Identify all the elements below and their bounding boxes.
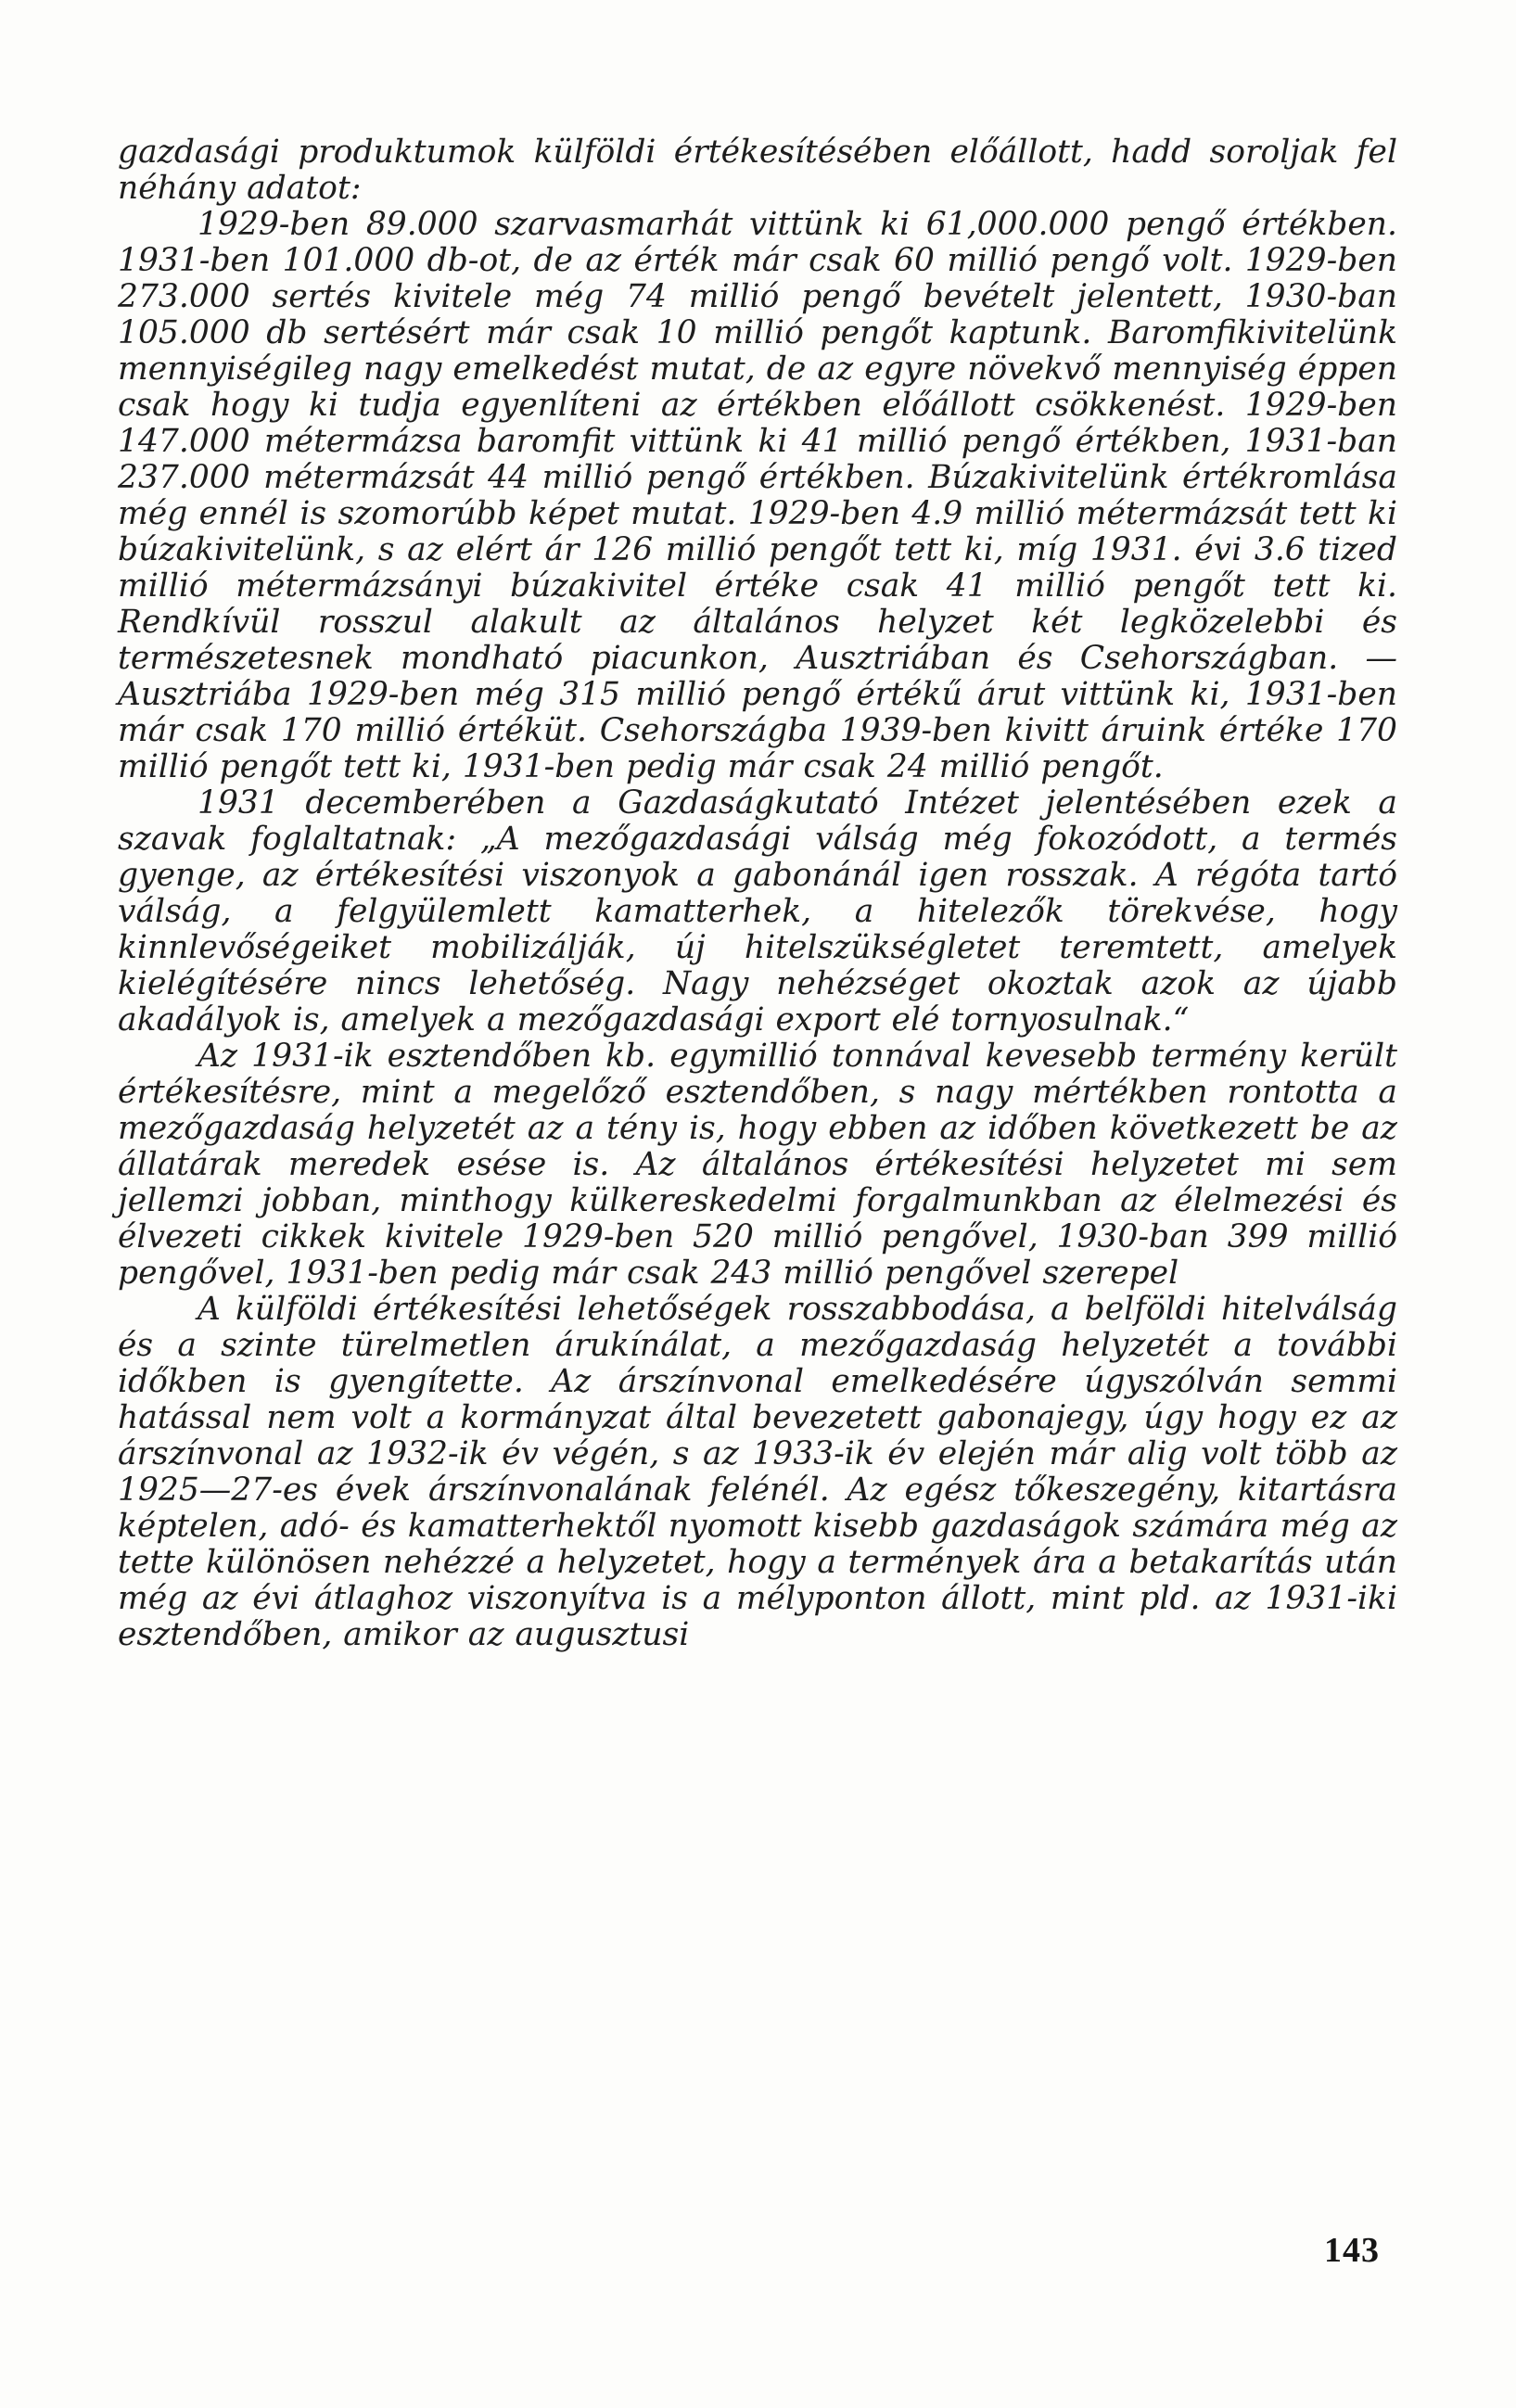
paragraph-export-data: 1929-ben 89.000 szarvasmarhát vittünk ki 61,000.000 pengő értékben. 1931-ben 101.000 db-ot, de az érték már csak 60 millió pengő volt. 1929-ben 273.000 sertés kivitele még 74 millió pengő bevételt jelentett, 1930-ban 105.000 db sertésért már csak 10 millió pengőt kaptunk. Baromfikivitelünk mennyiségileg nagy emelkedést mutat, de az egyre növekvő mennyiség éppen csak hogy ki tudja egyenlíteni az értékben előállott csökkenést. 1929-ben 147.000 métermázsa baromfit vittünk ki 41 millió pengő értékben, 1931-ban 237.000 métermázsát 44 millió pengő értékben. Búzakivitelünk értékromlása még ennél is szomorúbb képet mutat. 1929-ben 4.9 millió métermázsát tett ki búzakivitelünk, s az elért ár 126 millió pengőt tett ki, míg 1931. évi 3.6 tized millió métermázsányi búzakivitel értéke csak 41 millió pengőt tett ki. Rendkívül rosszul alakult az általános helyzet két legközelebbi és természetesnek mondható piacunkon, Ausztriában és Csehországban. — Ausztriába 1929-ben még 315 millió pengő értékű árut vittünk ki, 1931-ben már csak 170 millió értéküt. Csehországba 1939-ben kivitt áruink értéke 170 millió pengőt tett ki, 1931-ben pedig már csak 24 millió pengőt. <box>118 206 1397 785</box>
paragraph-credit-crisis: A külföldi értékesítési lehetőségek rosszabbodása, a belföldi hitelválság és a szinte türelmetlen árukínálat, a mezőgazdaság helyzetét a további időkben is gyengítette. Az árszínvonal emelkedésére úgyszólván semmi hatással nem volt a kormányzat által bevezetett gabonajegy, úgy hogy ez az árszínvonal az 1932-ik év végén, s az 1933-ik év elején már alig volt több az 1925—27-es évek árszínvonalának felénél. Az egész tőkeszegény, kitartásra képtelen, adó- és kamatterhektől nyomott kisebb gazdaságok számára még az tette különösen nehézzé a helyzetet, hogy a termények ára a betakarítás után még az évi átlaghoz viszonyítva is a mélyponton állott, mint pld. az 1931-iki esztendőben, amikor az augusztusi <box>118 1291 1397 1653</box>
paragraph-continuation: gazdasági produktumok külföldi értékesítésében előállott, hadd soroljak fel néhány adatot: <box>118 134 1397 207</box>
paragraph-1931-harvest: Az 1931-ik esztendőben kb. egymillió tonnával kevesebb termény került értékesítésre, mint a megelőző esztendőben, s nagy mértékben rontotta a mezőgazdaság helyzetét az a tény is, hogy ebben az időben következett be az állatárak meredek esése is. Az általános értékesítési helyzetet mi sem jellemzi jobban, minthogy külkereskedelmi forgalmunkban az élelmezési és élvezeti cikkek kivitele 1929-ben 520 millió pengővel, 1930-ban 399 millió pengővel, 1931-ben pedig már csak 243 millió pengővel szerepel <box>118 1038 1397 1292</box>
paragraph-institute-report: 1931 decemberében a Gazdaságkutató Intézet jelentésében ezek a szavak foglaltatnak: „A mezőgazdasági válság még fokozódott, a termés gyenge, az értékesítési viszonyok a gabonánál igen rosszak. A régóta tartó válság, a felgyülemlett kamatterhek, a hitelezők törekvése, hogy kinnlevőségeiket mobilizálják, új hitelszükségletet teremtett, amelyek kielégítésére nincs lehetőség. Nagy nehézséget okoztak azok az újabb akadályok is, amelyek a mezőgazdasági export elé tornyosulnak.“ <box>118 784 1397 1038</box>
page-number: 143 <box>1324 2231 1380 2270</box>
body-text <box>118 134 1397 1653</box>
